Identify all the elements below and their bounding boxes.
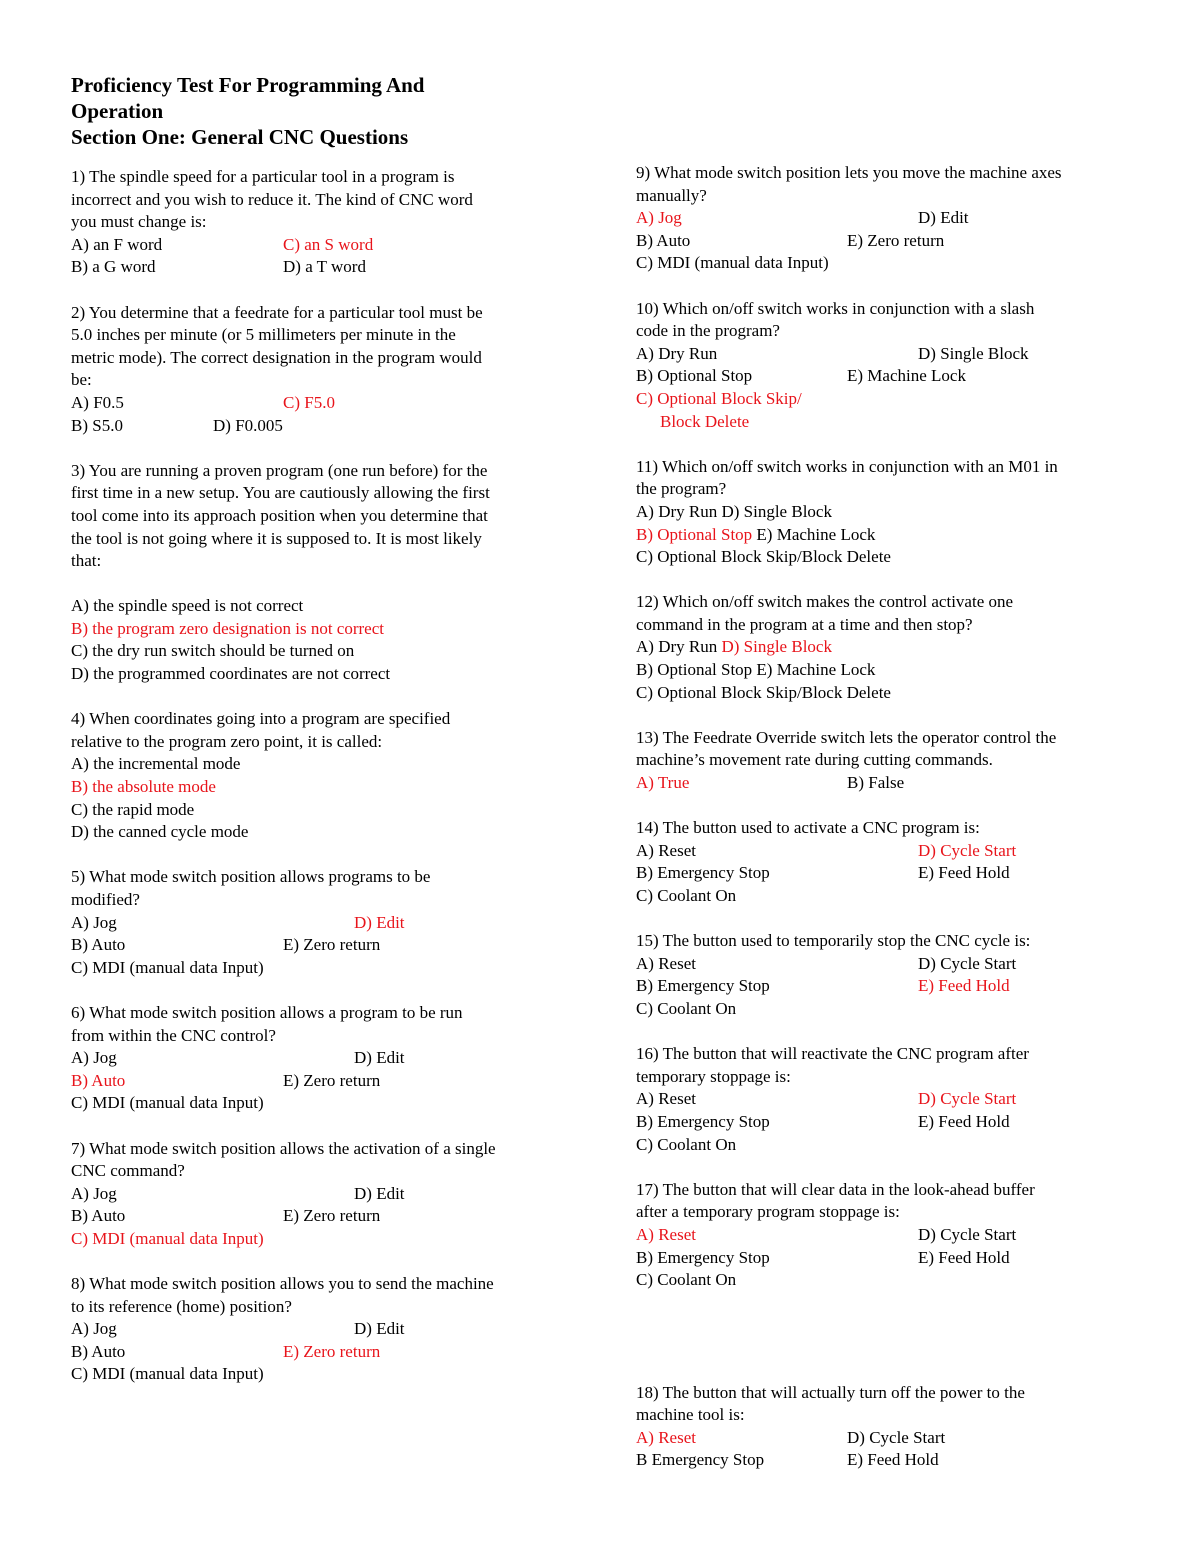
question-1 [71,166,571,279]
question-3-text: tool come into its approach position when you determine that [71,505,488,525]
question-2-text: 5.0 inches per minute (or 5 millimeters per minute in the [71,325,456,345]
option-a: A) Reset [636,840,696,860]
option-e: E) Zero return [283,1206,381,1226]
question-6 [71,1002,571,1115]
question-8 [71,1273,571,1386]
question-18 [636,1382,1156,1472]
right-column [636,162,1156,1472]
question-6-text: 6) What mode switch position allows a program to be run [71,1002,463,1022]
option-a-d: A) Dry Run D) Single Block [636,501,832,521]
option-b: B) False [847,773,905,793]
question-5 [71,866,571,979]
option-c: C) MDI (manual data Input) [71,1093,264,1113]
option-a-correct: A) Reset [636,1224,696,1244]
option-d: D) Cycle Start [847,1427,946,1447]
question-8-text: 8) What mode switch position allows you to send the machine [71,1274,494,1294]
option-a: A) F0.5 [71,392,124,412]
question-11 [636,456,1156,569]
question-5-text: modified? [71,890,140,909]
option-b-correct: B) the program zero designation is not correct [71,618,384,638]
question-3-text: first time in a new setup. You are cautiously allowing the first [71,483,490,503]
question-9-text: 9) What mode switch position lets you move the machine axes [636,163,1062,182]
question-10-text: code in the program? [636,321,780,341]
option-a: A) Jog [71,1183,117,1203]
question-14-text: 14) The button used to activate a CNC program is: [636,818,980,838]
option-b: B) a G word [71,257,156,277]
option-a: A) Dry Run [636,637,722,657]
option-c-correct: C) Optional Block Skip/ [636,388,802,408]
option-c: C) MDI (manual data Input) [636,253,829,273]
option-c: C) Coolant On [636,1270,737,1290]
option-b: B) Optional Stop [636,366,753,386]
option-e-correct: E) Feed Hold [918,976,1010,996]
question-4-text: relative to the program zero point, it is called: [71,731,383,751]
option-a-correct: A) Jog [636,208,682,228]
option-a: A) the incremental mode [71,754,241,774]
question-11-text: the program? [636,479,727,499]
option-b: B Emergency Stop [636,1450,765,1470]
option-b: B) Emergency Stop [636,863,770,883]
question-2-text: 2) You determine that a feedrate for a particular tool must be [71,302,483,322]
option-e-correct: E) Zero return [283,1341,381,1361]
question-15-text: 15) The button used to temporarily stop the CNC cycle is: [636,931,1031,951]
option-a: A) an F word [71,234,163,254]
option-d-correct: D) Cycle Start [918,840,1017,860]
option-d: D) Edit [354,1319,405,1339]
option-b: B) Auto [71,1341,126,1361]
option-d-correct: D) Cycle Start [918,1089,1017,1109]
option-c: C) Coolant On [636,1134,737,1154]
question-3-text: 3) You are running a proven program (one run before) for the [71,460,488,480]
option-d: D) Edit [354,1048,405,1068]
option-c-correct-continued: Block Delete [660,411,750,431]
question-7 [71,1138,571,1251]
option-b-correct: B) Optional Stop [636,524,753,544]
question-12-text: 12) Which on/off switch makes the control activate one [636,592,1014,612]
question-13-text: machine’s movement rate during cutting commands. [636,750,993,770]
question-13 [636,727,1156,795]
question-12-text: command in the program at a time and then stop? [636,614,973,634]
question-18-text: 18) The button that will actually turn off the power to the [636,1382,1025,1402]
question-10-text: 10) Which on/off switch works in conjunction with a slash [636,298,1035,318]
option-e: E) Zero return [847,230,945,250]
question-4 [71,708,571,844]
option-b: B) Auto [71,1206,126,1226]
question-11-text: 11) Which on/off switch works in conjunction with an M01 in [636,456,1058,476]
question-16-text: temporary stoppage is: [636,1066,791,1086]
option-b-e: B) Optional Stop E) Machine Lock [636,660,876,680]
option-e: E) Zero return [283,935,381,955]
question-17-text: 17) The button that will clear data in the look-ahead buffer [636,1179,1035,1199]
question-7-text: CNC command? [71,1161,185,1181]
option-c: C) Coolant On [636,886,737,905]
option-d: D) Cycle Start [918,953,1017,973]
document-title-line-2: Operation [71,99,164,123]
option-d: D) Single Block [918,343,1029,363]
option-b: B) Emergency Stop [636,1111,770,1131]
option-d: D) the canned cycle mode [71,822,249,842]
option-a: A) Jog [71,912,117,932]
question-2-text: be: [71,370,92,390]
question-12 [636,591,1156,704]
option-a: A) Jog [71,1048,117,1068]
option-b-correct: B) the absolute mode [71,777,216,797]
question-8-text: to its reference (home) position? [71,1296,292,1316]
option-e: E) Feed Hold [918,863,1010,883]
option-d: D) Cycle Start [918,1224,1017,1244]
question-17-text: after a temporary program stoppage is: [636,1202,900,1222]
option-a: A) the spindle speed is not correct [71,596,304,616]
question-1-text: you must change is: [71,212,207,232]
option-e: E) Machine Lock [847,366,966,386]
question-15 [636,930,1156,1020]
option-d: D) Edit [354,1183,405,1203]
option-c: C) Optional Block Skip/Block Delete [636,547,891,567]
question-3-text: the tool is not going where it is supposed to. It is most likely [71,528,482,548]
question-17 [636,1179,1156,1292]
question-9 [636,162,1156,275]
option-b: B) S5.0 [71,415,123,435]
question-1-text: incorrect and you wish to reduce it. The kind of CNC word [71,189,473,209]
option-c: C) the rapid mode [71,799,195,819]
option-c-correct: C) MDI (manual data Input) [71,1228,264,1248]
question-5-text: 5) What mode switch position allows programs to be [71,867,431,887]
question-2-text: metric mode). The correct designation in the program would [71,347,482,367]
option-d-correct: D) Single Block [721,637,832,657]
question-9-text: manually? [636,185,707,205]
option-c-correct: C) F5.0 [283,392,335,412]
option-d: D) F0.005 [213,415,283,435]
option-e: E) Feed Hold [918,1111,1010,1131]
question-3 [71,460,571,686]
question-16 [636,1043,1156,1156]
question-1-text: 1) The spindle speed for a particular tool in a program is [71,167,455,186]
question-13-text: 13) The Feedrate Override switch lets the operator control the [636,727,1057,747]
option-c: C) the dry run switch should be turned on [71,641,355,661]
option-c: C) MDI (manual data Input) [71,1364,264,1384]
question-16-text: 16) The button that will reactivate the CNC program after [636,1044,1029,1064]
document-title-line-1: Proficiency Test For Programming And [71,73,425,97]
question-14 [636,817,1156,907]
option-d: D) Edit [918,208,969,228]
option-e: E) Feed Hold [847,1450,939,1470]
question-10 [636,298,1156,434]
option-a: A) Reset [636,1089,696,1109]
option-e: E) Feed Hold [918,1247,1010,1267]
option-d: D) a T word [283,257,366,277]
option-b: B) Emergency Stop [636,1247,770,1267]
option-c: C) Optional Block Skip/Block Delete [636,682,891,702]
question-18-text: machine tool is: [636,1405,745,1425]
option-e: E) Zero return [283,1070,381,1090]
option-c: C) MDI (manual data Input) [71,957,264,977]
option-d-correct: D) Edit [354,912,405,932]
question-2 [71,302,571,438]
option-b: B) Auto [71,935,126,955]
option-e: E) Machine Lock [752,524,876,544]
option-a: A) Dry Run [636,343,718,363]
option-b: B) Emergency Stop [636,976,770,996]
question-4-text: 4) When coordinates going into a program are specified [71,709,451,729]
section-heading: Section One: General CNC Questions [71,125,409,149]
option-d: D) the programmed coordinates are not correct [71,664,391,684]
option-b: B) Auto [636,230,691,250]
option-a-correct: A) Reset [636,1427,696,1447]
option-c-correct: C) an S word [283,234,374,254]
option-a: A) Reset [636,953,696,973]
option-b-correct: B) Auto [71,1070,126,1090]
option-a: A) Jog [71,1319,117,1339]
question-7-text: 7) What mode switch position allows the activation of a single [71,1138,496,1158]
option-a-correct: A) True [636,773,690,793]
option-c: C) Coolant On [636,998,737,1018]
left-column [71,72,571,1386]
question-6-text: from within the CNC control? [71,1025,276,1045]
question-3-text: that: [71,551,102,571]
